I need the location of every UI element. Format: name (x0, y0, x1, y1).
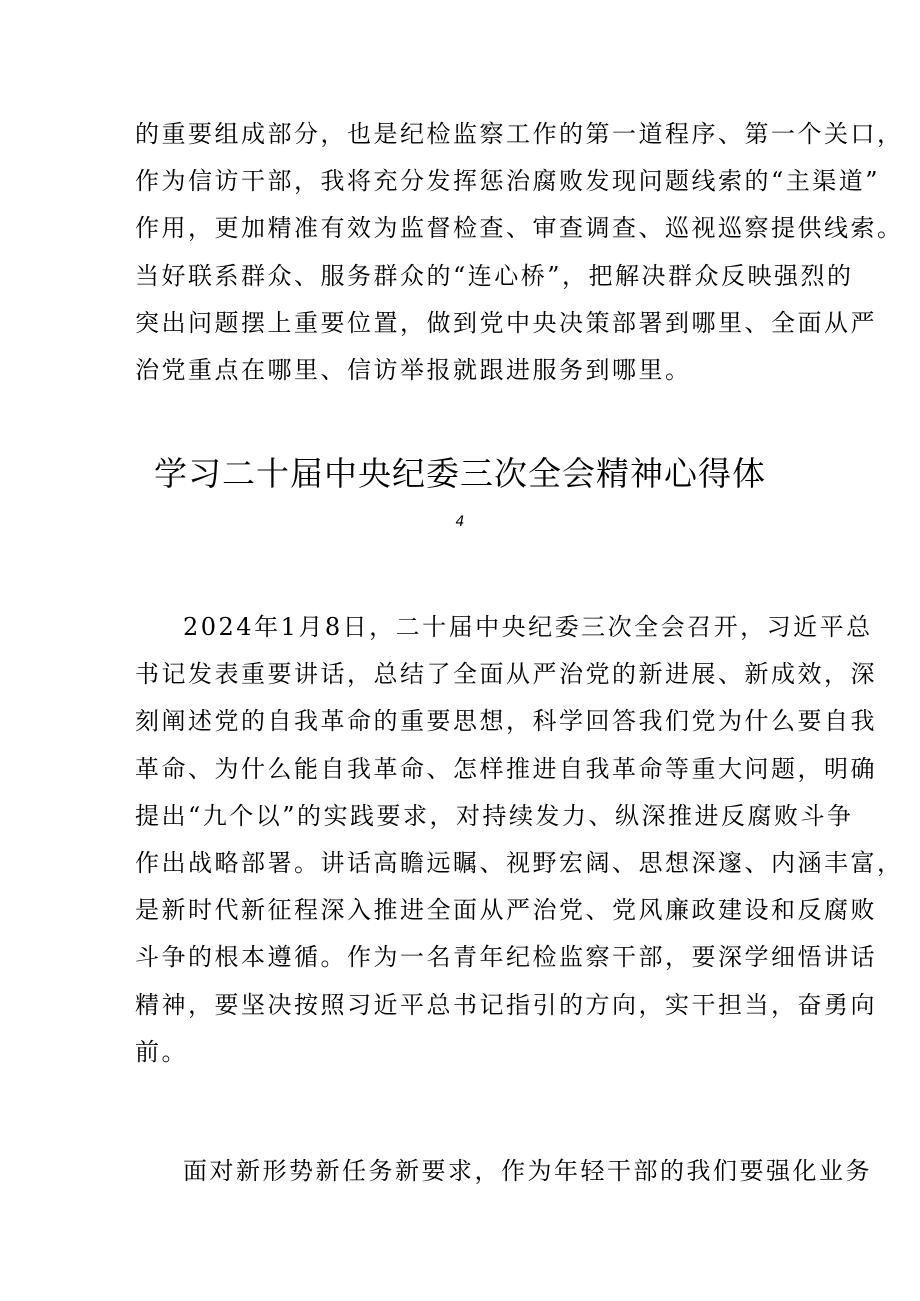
body-text-line: 突出问题摆上重要位置，做到党中央决策部署到哪里、全面从严 (135, 309, 877, 337)
body-text-line: 刻阐述党的自我革命的重要思想，科学回答我们党为什么要自我 (135, 707, 877, 735)
body-text-line: 作出战略部署。讲话高瞻远瞩、视野宏阔、思想深邃、内涵丰富， (135, 849, 904, 877)
body-text-line: 治党重点在哪里、信访举报就跟进服务到哪里。 (135, 356, 692, 384)
body-text-line: 革命、为什么能自我革命、怎样推进自我革命等重大问题，明确 (135, 755, 877, 783)
body-text-line: 2024年1月8日，二十届中央纪委三次全会召开，习近平总 (183, 613, 873, 641)
body-text-line: 面对新形势新任务新要求，作为年轻干部的我们要强化业务 (183, 1157, 872, 1185)
body-text-line: 是新时代新征程深入推进全面从严治党、党风廉政建设和反腐败 (135, 896, 877, 924)
body-text-line: 斗争的根本遵循。作为一名青年纪检监察干部，要深学细悟讲话 (135, 943, 877, 971)
body-text-line: 的重要组成部分，也是纪检监察工作的第一道程序、第一个关口， (135, 120, 904, 148)
section-title-continuation: 4 (455, 514, 465, 530)
body-text-line: 作为信访干部，我将充分发挥惩治腐败发现问题线索的“主渠道” (135, 167, 881, 195)
body-text-line: 精神，要坚决按照习近平总书记指引的方向，实干担当，奋勇向 (135, 991, 877, 1019)
body-text-line: 作用，更加精准有效为监督检查、审查调查、巡视巡察提供线索。 (135, 214, 904, 242)
body-text-line: 当好联系群众、服务群众的“连心桥”，把解决群众反映强烈的 (135, 262, 854, 290)
body-text-line: 提出“九个以”的实践要求，对持续发力、纵深推进反腐败斗争 (135, 802, 854, 830)
body-text-line: 书记发表重要讲话，总结了全面从严治党的新进展、新成效，深 (135, 660, 877, 688)
body-text-line: 前。 (135, 1038, 188, 1066)
section-title: 学习二十届中央纪委三次全会精神心得体 (154, 454, 766, 493)
